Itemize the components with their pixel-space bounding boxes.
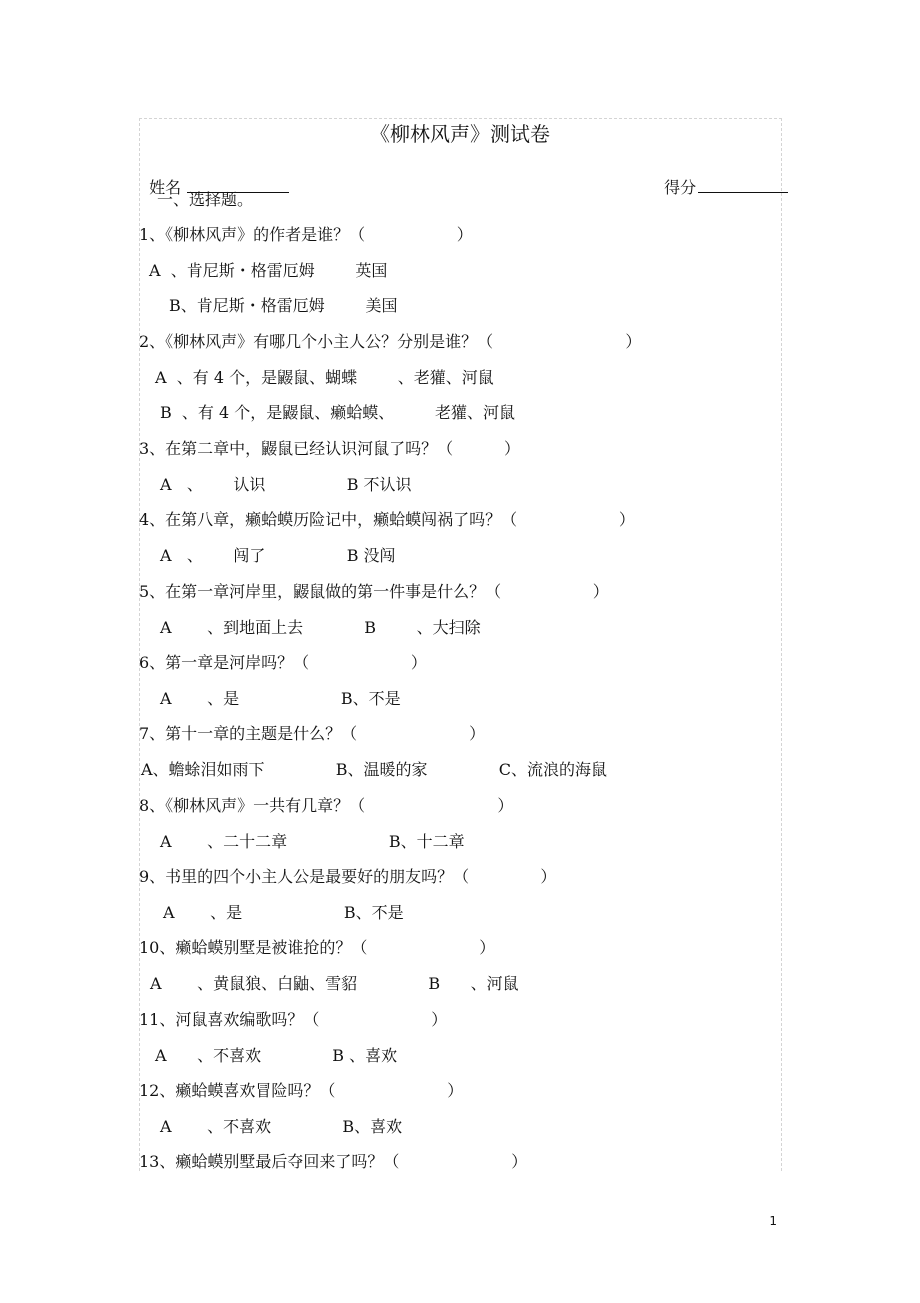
question-3-option-1[interactable]: A 、 认识 B 不认识 <box>160 475 412 494</box>
question-8: 8、《柳林风声》一共有几章？（ ） <box>139 796 514 815</box>
question-1: 1、《柳林风声》的作者是谁？（ ） <box>139 225 473 244</box>
question-10: 10、癞蛤蟆别墅是被谁抢的？（ ） <box>139 938 496 957</box>
question-5: 5、在第一章河岸里，鼹鼠做的第一件事是什么？（ ） <box>139 582 609 601</box>
question-3: 3、在第二章中，鼹鼠已经认识河鼠了吗？（ ） <box>139 439 521 458</box>
question-12: 12、癞蛤蟆喜欢冒险吗？（ ） <box>139 1081 464 1100</box>
section-heading: 一、选择题。 <box>157 190 254 209</box>
score-blank[interactable] <box>698 176 788 193</box>
question-4-option-1[interactable]: A 、 闯了 B 没闯 <box>160 546 396 565</box>
question-2: 2、《柳林风声》有哪几个小主人公？分别是谁？（ ） <box>139 332 642 351</box>
question-8-option-1[interactable]: A 、二十二章 B、十二章 <box>160 832 465 851</box>
question-11: 11、河鼠喜欢编歌吗？（ ） <box>139 1010 448 1029</box>
question-10-option-1[interactable]: A 、黄鼠狼、白鼬、雪貂 B 、河鼠 <box>150 974 519 993</box>
name-label: 姓名 <box>149 178 182 197</box>
question-4: 4、在第八章，癞蛤蟆历险记中，癞蛤蟆闯祸了吗？（ ） <box>139 510 635 529</box>
question-2-option-1[interactable]: A 、有 4 个，是鼹鼠、蝴蝶 、老獾、河鼠 <box>155 368 494 387</box>
question-7-option-1[interactable]: A、蟾蜍泪如雨下 B、温暖的家 C、流浪的海鼠 <box>141 760 607 779</box>
question-2-option-2[interactable]: B 、有 4 个，是鼹鼠、癞蛤蟆、 老獾、河鼠 <box>160 403 515 422</box>
question-5-option-1[interactable]: A 、到地面上去 B 、大扫除 <box>160 618 481 637</box>
question-6: 6、第一章是河岸吗？（ ） <box>139 653 427 672</box>
question-7: 7、第十一章的主题是什么？（ ） <box>139 724 486 743</box>
question-11-option-1[interactable]: A 、不喜欢 B 、喜欢 <box>155 1046 398 1065</box>
page-number: 1 <box>769 1214 777 1228</box>
score-label: 得分 <box>664 178 697 197</box>
document-title: 《柳林风声》测试卷 <box>370 122 550 146</box>
question-9: 9、书里的四个小主人公是最要好的朋友吗？（ ） <box>139 867 557 886</box>
question-9-option-1[interactable]: A 、是 B、不是 <box>163 903 404 922</box>
score-field <box>654 156 788 198</box>
question-6-option-1[interactable]: A 、是 B、不是 <box>160 689 401 708</box>
question-13: 13、癞蛤蟆别墅最后夺回来了吗？（ ） <box>139 1152 528 1171</box>
question-12-option-1[interactable]: A 、不喜欢 B、喜欢 <box>160 1117 403 1136</box>
question-1-option-2[interactable]: B、肯尼斯・格雷厄姆 美国 <box>169 296 398 315</box>
question-1-option-1[interactable]: A 、肯尼斯・格雷厄姆 英国 <box>149 261 388 280</box>
